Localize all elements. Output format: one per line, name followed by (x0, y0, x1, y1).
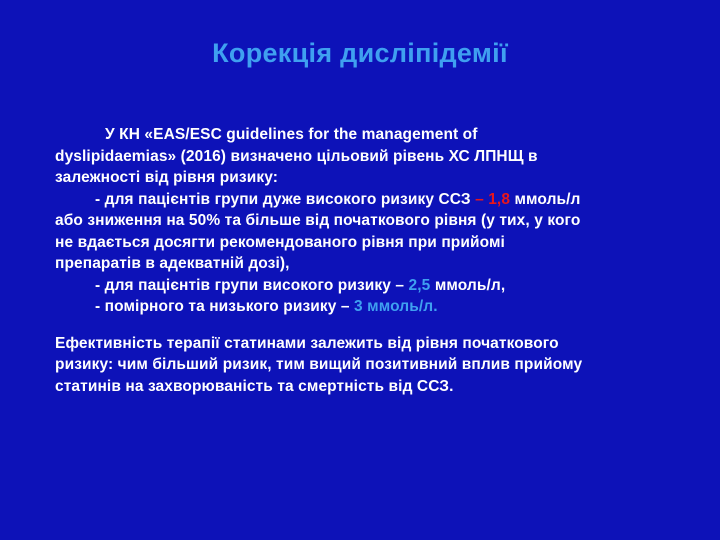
slide-body (55, 124, 675, 397)
paragraph1-line: У КН «EAS/ESC guidelines for the management of (105, 126, 478, 143)
very-high-risk-unit: ммоль/л (510, 190, 581, 208)
slide-title: Корекція дисліпідемії (212, 38, 508, 68)
high-risk-text: - для пацієнтів групи високого ризику – (95, 276, 409, 294)
very-high-risk-text: - для пацієнтів групи дуже високого ризику ССЗ (95, 190, 476, 208)
moderate-risk-target: 3 ммоль/л. (354, 298, 438, 315)
paragraph1-line: dyslipidaemias» (2016) визначено цільовий рівень ХС ЛПНЩ в (55, 147, 538, 165)
high-risk-line (55, 275, 675, 297)
very-high-risk-target: – 1,8 (475, 190, 511, 208)
paragraph1-line: або зниження на 50% та більше від початкового рівня (у тих, у кого (55, 212, 581, 229)
paragraph2-line: ризику: чим більший ризик, тим вищий позитивний вплив прийому (55, 356, 583, 373)
paragraph1-line: не вдається досягти рекомендованого рівня при прийомі (55, 233, 505, 251)
paragraph1-line: залежності від рівня ризику: (55, 169, 278, 186)
paragraph2-line: Ефективність терапії статинами залежить від рівня початкового (55, 334, 559, 352)
high-risk-unit: ммоль/л, (430, 276, 506, 294)
paragraph-spacer (55, 318, 675, 333)
moderate-risk-line (55, 296, 675, 318)
paragraph2-line: статинів на захворюваність та смертність від ССЗ. (55, 377, 454, 395)
paragraph1-line: препаратів в адекватній дозі), (55, 255, 290, 272)
moderate-risk-text: - помірного та низького ризику – (95, 298, 355, 315)
very-high-risk-line (55, 189, 675, 211)
high-risk-target: 2,5 (408, 276, 431, 294)
